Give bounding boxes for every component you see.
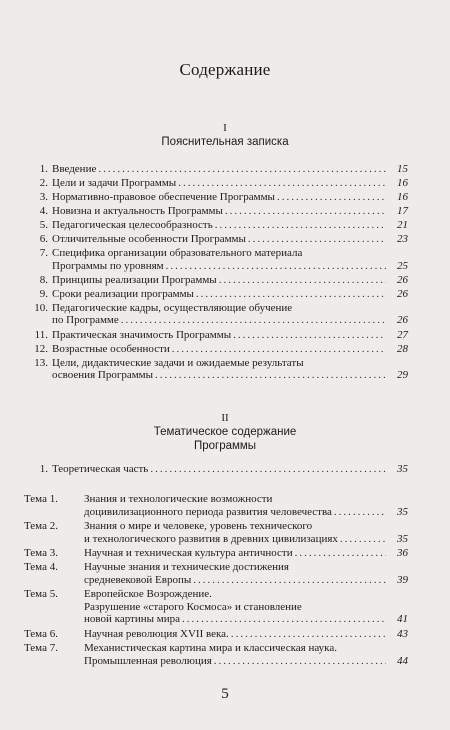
toc-entry-text: Отличительные особенности Программы [52, 233, 246, 245]
toc-theme-text: Промышленная революция [84, 654, 212, 667]
leader-dots [340, 533, 386, 546]
toc-entry-text: Возрастные особенности [52, 342, 170, 355]
toc-entry-number: 6. [39, 233, 48, 245]
leader-dots [172, 343, 386, 356]
toc-entry-number: 2. [39, 177, 48, 189]
leader-dots [182, 613, 386, 626]
toc-entry-page: 29 [397, 369, 408, 382]
toc-entry-number: 9. [39, 287, 48, 300]
section-1-title: Пояснительная записка [161, 136, 289, 148]
toc-theme-text: Знания о мире и человеке, уровень технического [84, 520, 313, 532]
toc-theme-label: Тема 2. [24, 520, 58, 532]
toc-entry[interactable] [24, 177, 408, 190]
toc-theme-page: 39 [397, 573, 408, 586]
toc-theme-page: 43 [397, 628, 408, 640]
toc-theme-label: Тема 1. [24, 493, 58, 505]
toc-entry-page: 28 [397, 342, 408, 355]
toc-theme[interactable] [24, 493, 408, 518]
toc-theme-page: 36 [397, 547, 408, 559]
section-2-title-line-1: Тематическое содержание [153, 426, 297, 438]
section-2-title-line-2: Программы [193, 440, 257, 452]
toc-entry-page: 23 [397, 233, 408, 245]
toc-entry-number: 12. [34, 342, 48, 355]
toc-entry[interactable] [24, 205, 408, 218]
leader-dots [196, 288, 386, 301]
toc-theme-label: Тема 7. [24, 642, 58, 655]
toc-entry-text: Цели, дидактические задачи и ожидаемые результаты [52, 356, 304, 369]
toc-entry[interactable] [24, 163, 408, 176]
toc-entry-page: 26 [397, 287, 408, 300]
toc-entry-number: 4. [39, 205, 48, 217]
leader-dots [225, 205, 386, 218]
toc-theme-text: средневековой Европы [84, 573, 192, 586]
toc-entry[interactable] [24, 343, 408, 356]
toc-entry-number: 5. [39, 219, 48, 231]
toc-entry-number: 10. [34, 301, 48, 314]
toc-theme[interactable] [24, 547, 408, 560]
toc-theme-page: 35 [397, 505, 408, 518]
toc-entry-text: по Программе [52, 314, 119, 327]
toc-entry-text: Программы по уровням [52, 259, 164, 272]
toc-theme[interactable] [24, 642, 408, 667]
leader-dots [233, 329, 386, 342]
toc-entry-number: 13. [34, 356, 48, 369]
toc-theme-text: Европейское Возрождение. [84, 588, 212, 601]
toc-theme[interactable] [24, 520, 408, 545]
leader-dots [178, 177, 386, 190]
toc-entry[interactable] [24, 302, 408, 327]
leader-dots [215, 219, 386, 232]
toc-entry-number: 8. [39, 273, 48, 286]
toc-entry-page: 27 [397, 328, 408, 341]
toc-entry-page: 16 [397, 191, 408, 203]
toc-theme[interactable] [24, 588, 408, 626]
toc-theme-text: и технологического развития в древних цивилизациях [84, 532, 338, 545]
leader-dots [166, 260, 386, 273]
leader-dots [155, 369, 386, 382]
leader-dots [214, 655, 386, 668]
toc-entry-text: Теоретическая часть [52, 463, 149, 475]
toc-entry-page: 21 [397, 219, 408, 231]
leader-dots [193, 574, 386, 587]
toc-entry-number: 3. [39, 191, 48, 203]
leader-dots [248, 233, 386, 246]
toc-entry[interactable] [24, 329, 408, 342]
toc-theme-text: Механистическая картина мира и классическая наука. [84, 642, 337, 655]
leader-dots [334, 506, 386, 519]
toc-theme-label: Тема 5. [24, 588, 58, 601]
toc-theme-page: 41 [397, 613, 408, 626]
toc-theme-text: Научная и техническая культура античности [84, 547, 293, 559]
toc-theme-text: Научные знания и технические достижения [84, 561, 289, 574]
toc-entry-page: 16 [397, 177, 408, 189]
toc-entry-text: Педагогические кадры, осуществляющие обучение [52, 301, 293, 314]
page-number: 5 [221, 686, 229, 702]
toc-theme-page: 35 [397, 532, 408, 545]
toc-entry-page: 26 [397, 314, 408, 327]
toc-entry-number: 1. [39, 463, 48, 475]
toc-theme-label: Тема 6. [24, 628, 58, 640]
toc-entry-text: Новизна и актуальность Программы [52, 205, 223, 217]
toc-theme-text: Научная революция XVII века. [84, 628, 229, 640]
toc-entry-part-1[interactable] [24, 463, 408, 476]
toc-entry[interactable] [24, 191, 408, 204]
leader-dots [150, 463, 386, 476]
leader-dots [277, 191, 386, 204]
toc-entry-text: Практическая значимость Программы [52, 328, 232, 341]
toc-entry[interactable] [24, 247, 408, 272]
toc-entry-text: освоения Программы [52, 369, 154, 382]
toc-theme-text: доцивилизационного периода развития человечества [84, 505, 332, 518]
toc-entry-text: Нормативно-правовое обеспечение Программы [52, 191, 275, 203]
leader-dots [231, 628, 386, 641]
toc-entry-number: 7. [39, 247, 48, 259]
toc-entry-page: 35 [397, 463, 408, 475]
toc-entry-text: Принципы реализации Программы [52, 273, 217, 286]
toc-entry-text: Сроки реализации программы [52, 287, 194, 300]
leader-dots [98, 163, 386, 176]
toc-entry[interactable] [24, 233, 408, 246]
section-2-number: II [221, 412, 229, 424]
toc-theme-label: Тема 4. [24, 561, 58, 574]
toc-entry-page: 15 [397, 163, 408, 175]
toc-entry[interactable] [24, 288, 408, 301]
toc-theme-text: Разрушение «старого Космоса» и становление [84, 600, 302, 613]
toc-theme-text: новой картины мира [84, 613, 181, 626]
toc-entry-page: 26 [397, 273, 408, 286]
toc-entry[interactable] [24, 357, 408, 382]
toc-entry[interactable] [24, 274, 408, 287]
toc-theme[interactable] [24, 561, 408, 586]
toc-theme-label: Тема 3. [24, 547, 58, 559]
leader-dots [219, 274, 386, 287]
toc-entry-page: 17 [397, 205, 408, 217]
leader-dots [295, 547, 386, 560]
toc-entry-text: Цели и задачи Программы [52, 177, 177, 189]
toc-entry-page: 25 [397, 259, 408, 272]
toc-entry-text: Введение [52, 163, 97, 175]
leader-dots [121, 314, 386, 327]
toc-entry-text: Специфика организации образовательного материала [52, 247, 303, 259]
toc-theme-page: 44 [397, 654, 408, 667]
toc-entry-number: 11. [34, 328, 48, 341]
page-title: Содержание [179, 60, 271, 79]
section-1-number: I [223, 122, 227, 134]
toc-theme-text: Знания и технологические возможности [84, 493, 273, 505]
toc-entry-text: Педагогическая целесообразность [52, 219, 213, 231]
toc-entry-number: 1. [39, 163, 48, 175]
toc-entry[interactable] [24, 219, 408, 232]
toc-theme[interactable] [24, 628, 408, 641]
